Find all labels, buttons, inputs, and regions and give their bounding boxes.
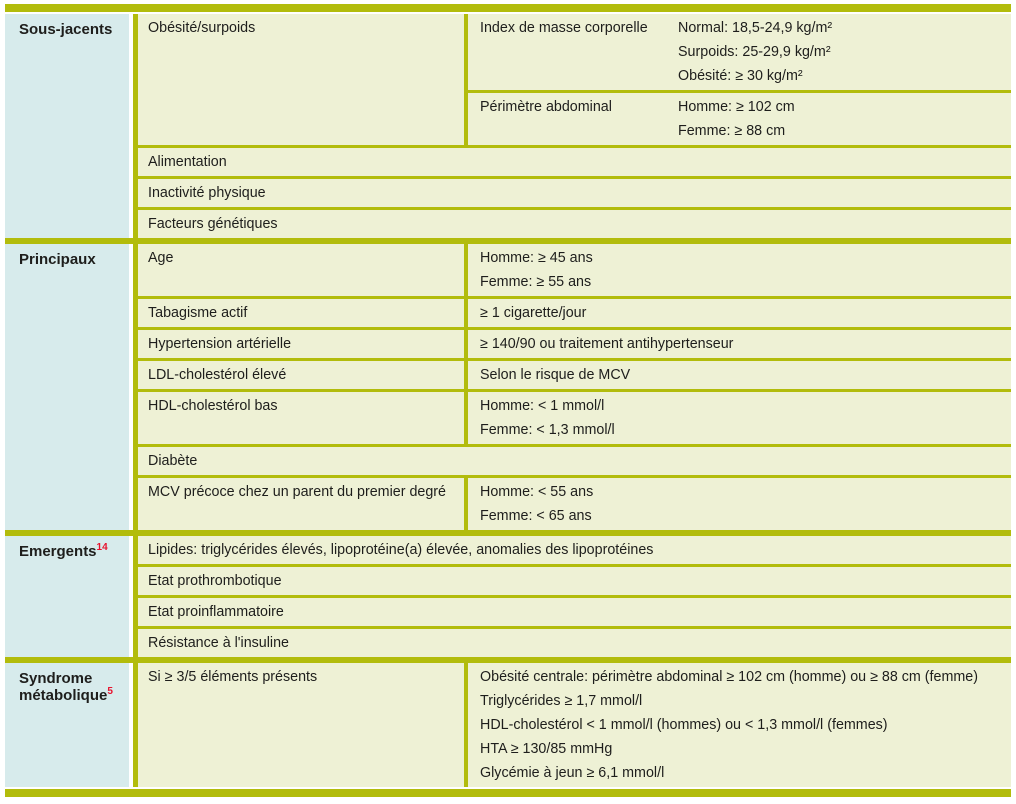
measure-values — [678, 16, 832, 88]
criteria-cell — [468, 478, 1011, 530]
factor-cell — [138, 663, 464, 787]
table-row — [138, 536, 1011, 564]
factor-cell — [138, 148, 1011, 176]
factor-label: Inactivité physique — [148, 185, 266, 201]
measure-values — [678, 95, 795, 143]
criteria-line: Femme: ≥ 88 cm — [678, 123, 786, 139]
factor-label: Etat proinflammatoire — [148, 604, 284, 620]
measure-cell — [468, 93, 1011, 145]
table-row — [138, 299, 1011, 327]
section-1 — [5, 14, 1011, 238]
table-row — [138, 663, 1011, 787]
criteria-line: HDL-cholestérol < 1 mmol/l (hommes) ou < 1,3 mmol/l (femmes) — [480, 717, 888, 733]
factor-cell — [138, 179, 1011, 207]
factor-cell — [138, 361, 464, 389]
reference-superscript: 5 — [107, 686, 113, 697]
table-row — [138, 210, 1011, 238]
measure-label: Index de masse corporelle — [480, 20, 648, 36]
section-4 — [5, 663, 1011, 787]
factor-cell — [138, 244, 464, 296]
criteria-line: Glycémie à jeun ≥ 6,1 mmol/l — [480, 765, 665, 781]
table-row — [138, 567, 1011, 595]
table-row — [138, 330, 1011, 358]
criteria-cell — [468, 392, 1011, 444]
factor-cell — [138, 536, 1011, 564]
table-bottom-border — [5, 789, 1011, 797]
criteria-cell — [468, 361, 1011, 389]
risk-factor-table — [5, 14, 1011, 787]
factor-label: Age — [148, 250, 174, 266]
factor-label: Hypertension artérielle — [148, 336, 292, 352]
criteria-cell — [468, 663, 1011, 787]
criteria-line: Obésité centrale: périmètre abdominal ≥ 102 cm (homme) ou ≥ 88 cm (femme) — [480, 669, 979, 685]
criteria-rows — [138, 536, 1011, 657]
criteria-line: ≥ 1 cigarette/jour — [480, 305, 587, 321]
criteria-line: Femme: < 65 ans — [480, 508, 592, 524]
category-cell — [5, 244, 129, 530]
criteria-line: Triglycérides ≥ 1,7 mmol/l — [480, 693, 643, 709]
criteria-line: Homme: ≥ 102 cm — [678, 99, 795, 115]
criteria-line: Surpoids: 25-29,9 kg/m² — [678, 44, 831, 60]
category-cell — [5, 663, 129, 787]
reference-superscript: 14 — [96, 542, 108, 553]
factor-label: Diabète — [148, 453, 198, 469]
factor-label: Etat prothrombotique — [148, 573, 282, 589]
factor-label: Si ≥ 3/5 éléments présents — [148, 669, 318, 685]
criteria-line: Obésité: ≥ 30 kg/m² — [678, 68, 803, 84]
criteria-cell — [468, 244, 1011, 296]
section-3 — [5, 536, 1011, 657]
criteria-line: Femme: < 1,3 mmol/l — [480, 422, 615, 438]
factor-label: Obésité/surpoids — [148, 20, 256, 36]
factor-cell — [138, 330, 464, 358]
table-row — [138, 447, 1011, 475]
table-row — [138, 361, 1011, 389]
section-2 — [5, 244, 1011, 530]
factor-label: Lipides: triglycérides élevés, lipoprotéine(a) élevée, anomalies des lipoprotéines — [148, 542, 654, 558]
table-row — [138, 179, 1011, 207]
factor-cell — [138, 598, 1011, 626]
criteria-line: ≥ 140/90 ou traitement antihypertenseur — [480, 336, 734, 352]
factor-cell — [138, 629, 1011, 657]
factor-cell — [138, 210, 1011, 238]
factor-cell — [138, 447, 1011, 475]
factor-label: MCV précoce chez un parent du premier degré — [148, 484, 447, 500]
category-label: Emergents — [19, 543, 97, 560]
criteria-rows — [138, 663, 1011, 787]
category-label: Sous-jacents — [19, 21, 113, 38]
criteria-cell — [468, 330, 1011, 358]
factor-label: HDL-cholestérol bas — [148, 398, 278, 414]
table-row — [138, 478, 1011, 530]
table-row — [138, 598, 1011, 626]
factor-cell — [138, 299, 464, 327]
factor-cell — [138, 14, 464, 145]
criteria-rows — [138, 14, 1011, 238]
criteria-line: Normal: 18,5-24,9 kg/m² — [678, 20, 833, 36]
measure-label: Périmètre abdominal — [480, 99, 612, 115]
factor-label: LDL-cholestérol élevé — [148, 367, 287, 383]
criteria-line: HTA ≥ 130/85 mmHg — [480, 741, 613, 757]
criteria-line: Femme: ≥ 55 ans — [480, 274, 592, 290]
criteria-line: Homme: ≥ 45 ans — [480, 250, 593, 266]
factor-cell — [138, 478, 464, 530]
criteria-cell — [468, 299, 1011, 327]
table-row — [138, 392, 1011, 444]
factor-label: Tabagisme actif — [148, 305, 248, 321]
category-cell — [5, 14, 129, 238]
category-label: Syndrome métabolique — [19, 670, 108, 704]
category-cell — [5, 536, 129, 657]
criteria-rows — [138, 244, 1011, 530]
criteria-line: Homme: < 1 mmol/l — [480, 398, 605, 414]
criteria-line: Selon le risque de MCV — [480, 367, 631, 383]
table-top-border — [5, 4, 1011, 12]
measure-cell — [468, 14, 1011, 90]
factor-label: Alimentation — [148, 154, 227, 170]
measure-group — [468, 14, 1011, 145]
factor-cell — [138, 392, 464, 444]
table-row — [138, 629, 1011, 657]
table-row — [138, 148, 1011, 176]
factor-label: Facteurs génétiques — [148, 216, 278, 232]
criteria-line: Homme: < 55 ans — [480, 484, 594, 500]
factor-cell — [138, 567, 1011, 595]
factor-label: Résistance à l'insuline — [148, 635, 290, 651]
table-row — [138, 14, 1011, 145]
category-label: Principaux — [19, 251, 96, 268]
table-row — [138, 244, 1011, 296]
